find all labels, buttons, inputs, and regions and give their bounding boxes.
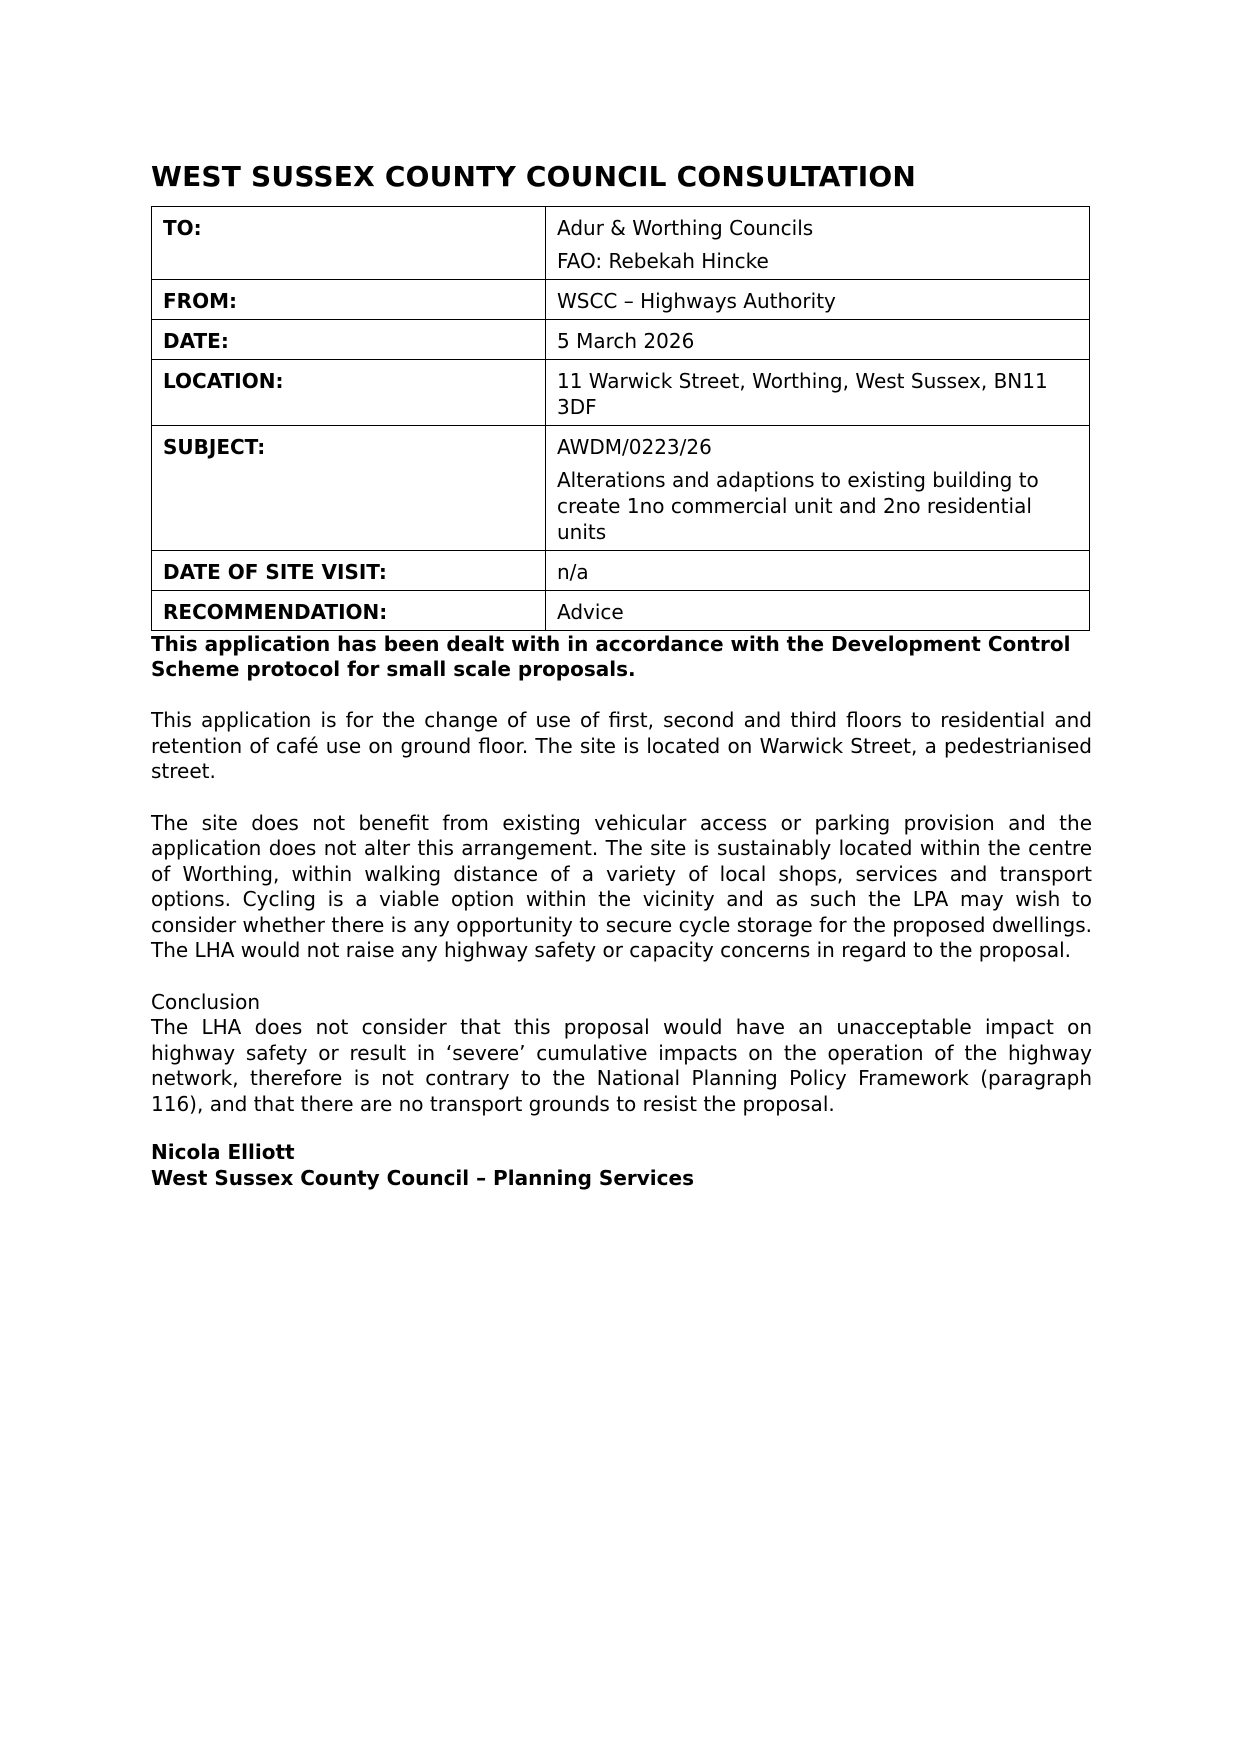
table-row-location [152, 360, 1090, 426]
row-label: DATE OF SITE VISIT: [152, 551, 546, 591]
sender: WSCC – Highways Authority [557, 289, 836, 313]
table-row-subject [152, 426, 1090, 551]
application-reference: AWDM/0223/26 [557, 435, 712, 459]
date-value: 5 March 2026 [557, 329, 695, 353]
row-value [546, 591, 1090, 631]
row-value [546, 320, 1090, 360]
page-title: WEST SUSSEX COUNTY COUNCIL CONSULTATION [151, 160, 917, 193]
row-value [546, 360, 1090, 426]
table-row-from [152, 280, 1090, 320]
site-visit-value: n/a [557, 560, 589, 584]
recipient-fao: FAO: Rebekah Hincke [557, 249, 769, 273]
row-value [546, 551, 1090, 591]
row-label: FROM: [152, 280, 546, 320]
row-label: RECOMMENDATION: [152, 591, 546, 631]
signoff-organisation: West Sussex County Council – Planning Services [151, 1165, 694, 1190]
row-label: SUBJECT: [152, 426, 546, 551]
consultation-document [151, 160, 1092, 1191]
conclusion-paragraph: The LHA does not consider that this proposal would have an unacceptable impact on highway safety or result in ‘severe’ cumulative impacts on the operation of the highway network, therefore is not contrary to the National Planning Policy Framework (paragraph 116), and that there are no transport grounds to resist the proposal. [151, 1015, 1092, 1116]
table-row-site-visit [152, 551, 1090, 591]
application-summary-paragraph: This application is for the change of use of first, second and third floors to residential and retention of café use on ground floor. The site is located on Warwick Street, a pedestrianised street. [151, 708, 1092, 783]
row-value [546, 426, 1090, 551]
row-value [546, 280, 1090, 320]
signoff-name: Nicola Elliott [151, 1140, 295, 1164]
protocol-statement: This application has been dealt with in accordance with the Development Control Scheme protocol for small scale proposals. [151, 632, 1071, 681]
access-assessment-paragraph: The site does not benefit from existing vehicular access or parking provision and the application does not alter this arrangement. The site is sustainably located within the centre of Worthing, within walking distance of a variety of local shops, services and transport options. Cycling is a viable option within the vicinity and as such the LPA may wish to consider whether there is any opportunity to secure cycle storage for the proposed dwellings. The LHA would not raise any highway safety or capacity concerns in regard to the proposal. [151, 810, 1092, 962]
table-row-date [152, 320, 1090, 360]
row-value [546, 207, 1090, 280]
row-label: DATE: [152, 320, 546, 360]
table-row-to [152, 207, 1090, 280]
row-label: TO: [152, 207, 546, 280]
signoff-block [151, 1140, 1092, 1191]
row-label: LOCATION: [152, 360, 546, 426]
table-row-recommendation [152, 591, 1090, 631]
recommendation-value: Advice [557, 600, 624, 624]
conclusion-heading: Conclusion [151, 989, 260, 1014]
consultation-details-table [151, 206, 1090, 631]
recipient-organisation: Adur & Worthing Councils [557, 216, 814, 240]
application-description: Alterations and adaptions to existing building to create 1no commercial unit and 2no residential units [557, 468, 1039, 544]
location-value: 11 Warwick Street, Worthing, West Sussex, BN11 3DF [557, 369, 1048, 419]
